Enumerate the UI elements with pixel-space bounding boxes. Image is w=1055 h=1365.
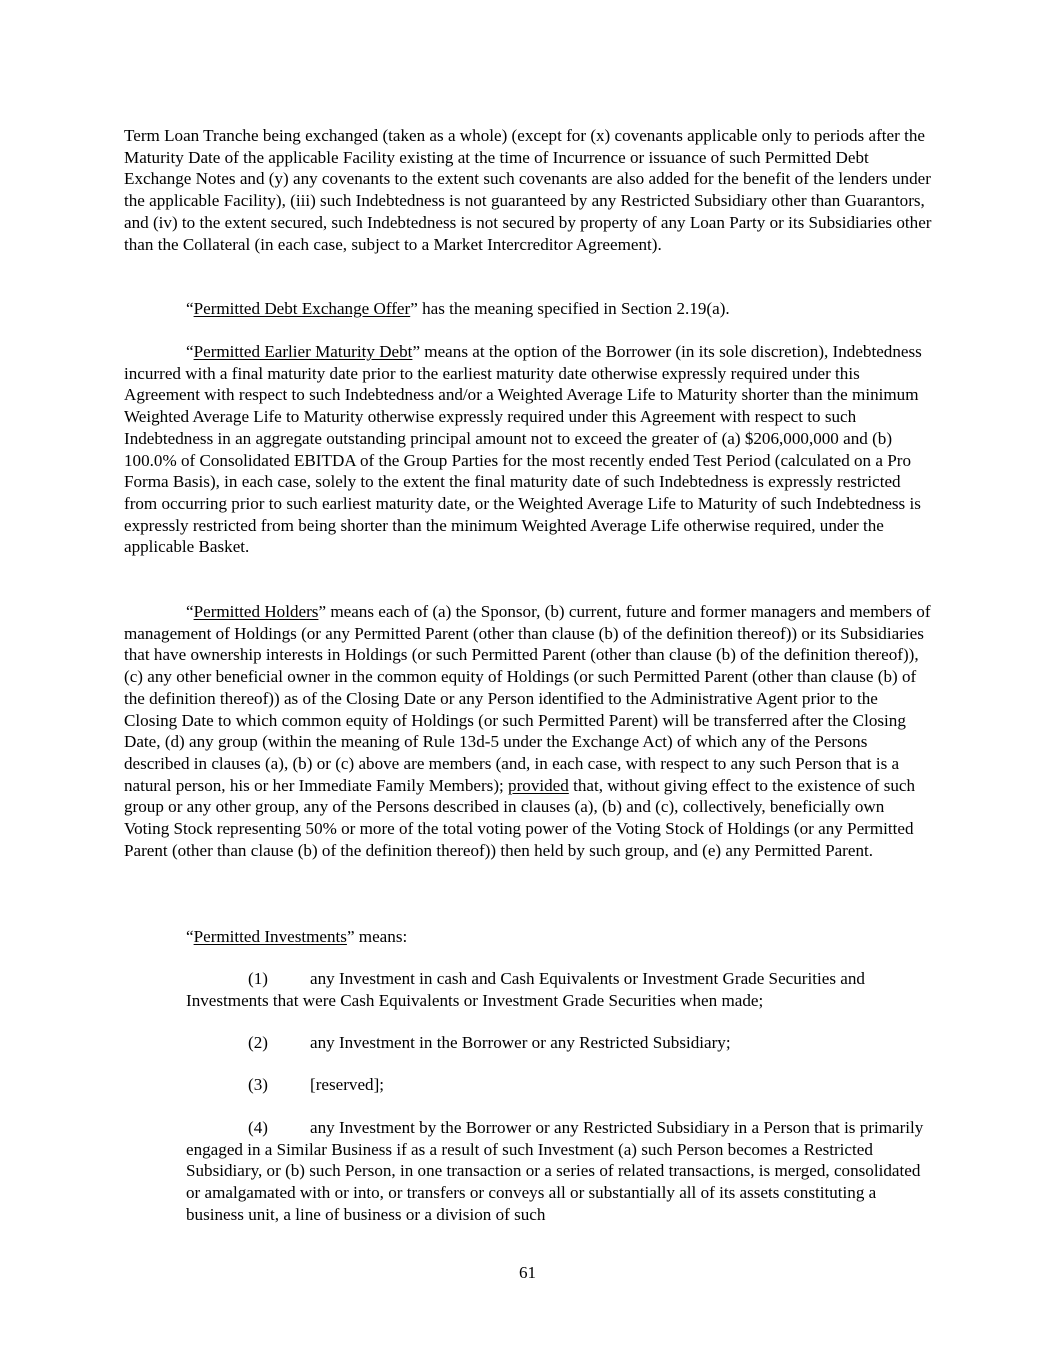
list-item — [186, 968, 932, 1011]
list-item-text: any Investment in cash and Cash Equivalents or Investment Grade Securities and Investments that were Cash Equivalents or Investment Grade Securities when made; — [186, 969, 865, 1010]
list-item-text: [reserved]; — [310, 1075, 385, 1094]
defined-term: Permitted Holders — [193, 602, 319, 621]
definition-text: ” has the meaning specified in Section 2.19(a). — [410, 299, 730, 318]
list-item-text: any Investment by the Borrower or any Restricted Subsidiary in a Person that is primarily engaged in a Similar Business if as a result of such Investment (a) such Person becomes a Restricted Subsidiary, or (b) such Person, in one transaction or a series of related transactions, is merged, consolidated or amalgamated with or into, or transfers or conveys all or substantially all of its assets constituting a business unit, a line of business or a division of such — [186, 1118, 924, 1224]
definition-text: ” means each of (a) the Sponsor, (b) current, future and former managers and members of management of Holdings (or any Permitted Parent (other than clause (b) of the definition thereof)) or its Subsidiaries that have ownership interests in Holdings (or such Permitted Parent (other than clause (b) of the definition thereof)), (c) any other beneficial owner in the common equity of Holdings (or such Permitted Parent (other than clause (b) of the definition thereof)) as of the Closing Date or any Person identified to the Administrative Agent prior to the Closing Date to which common equity of Holdings (or such Permitted Parent) will be transferred after the Closing Date, (d) any group (within the meaning of Rule 13d-5 under the Exchange Act) of which any of the Persons described in clauses (a), (b) or (c) above are members (and, in each case, with respect to any such Person that is a natural person, his or her Immediate Family Members); — [124, 602, 931, 795]
list-item-number: (4) — [248, 1118, 268, 1137]
open-quote: “ — [186, 927, 194, 946]
provided-term: provided — [508, 775, 569, 795]
definition-text: ” means: — [346, 927, 408, 946]
definition-text-continued: that, without giving effect to the existence of such group or any other group, any of the Persons described in clauses (a), (b) and (c), collectively, beneficially own Voting Stock representing 50% or more of the total voting power of the Voting Stock of Holdings (or any Permitted Parent (other than clause (b) of the definition thereof)) then held by such group, and (e) any Permitted Parent. — [124, 775, 916, 860]
list-item — [186, 1032, 932, 1054]
open-quote: “ — [186, 342, 194, 361]
list-item-number: (1) — [248, 969, 268, 988]
defined-term: Permitted Investments — [193, 927, 347, 946]
defined-term: Permitted Earlier Maturity Debt — [193, 342, 413, 361]
open-quote: “ — [186, 602, 194, 621]
defined-term: Permitted Debt Exchange Offer — [193, 299, 411, 318]
definition-text: ” means at the option of the Borrower (in its sole discretion), Indebtedness incurred with a final maturity date prior to the earliest maturity date otherwise expressly required under this Agreement with respect to such Indebtedness and/or a Weighted Average Life to Maturity shorter than the minimum Weighted Average Life to Maturity otherwise expressly required under this Agreement with respect to such Indebtedness in an aggregate outstanding principal amount not to exceed the greater of (a) $206,000,000 and (b) 100.0% of Consolidated EBITDA of the Group Parties for the most recently ended Test Period (calculated on a Pro Forma Basis), in each case, solely to the extent the final maturity date of such Indebtedness is expressly restricted from occurring prior to such earliest maturity date, or the Weighted Average Life to Maturity of such Indebtedness is expressly restricted from being shorter than the minimum Weighted Average Life otherwise required, under the applicable Basket. — [124, 342, 922, 557]
list-item — [186, 1117, 932, 1226]
list-item-text: any Investment in the Borrower or any Restricted Subsidiary; — [310, 1033, 731, 1052]
definition-permitted-holders — [124, 601, 932, 861]
definition-permitted-debt-exchange-offer — [124, 298, 932, 320]
list-item-number: (3) — [248, 1075, 268, 1094]
page-number: 61 — [518, 1263, 537, 1282]
paragraph-permitted-debt-exchange-notes-continued: Term Loan Tranche being exchanged (taken as a whole) (except for (x) covenants applicable only to periods after the Maturity Date of the applicable Facility existing at the time of Incurrence or issuance of such Permitted Debt Exchange Notes and (y) any covenants to the extent such covenants are also added for the benefit of the lenders under the applicable Facility), (iii) such Indebtedness is not guaranteed by any Restricted Subsidiary other than Guarantors, and (iv) to the extent secured, such Indebtedness is not secured by property of any Loan Party or its Subsidiaries other than the Collateral (in each case, subject to a Market Intercreditor Agreement). — [124, 126, 932, 254]
open-quote: “ — [186, 299, 194, 318]
definition-permitted-earlier-maturity-debt — [124, 341, 932, 558]
list-item-number: (2) — [248, 1033, 268, 1052]
definition-permitted-investments — [124, 926, 932, 948]
list-item — [186, 1074, 932, 1096]
